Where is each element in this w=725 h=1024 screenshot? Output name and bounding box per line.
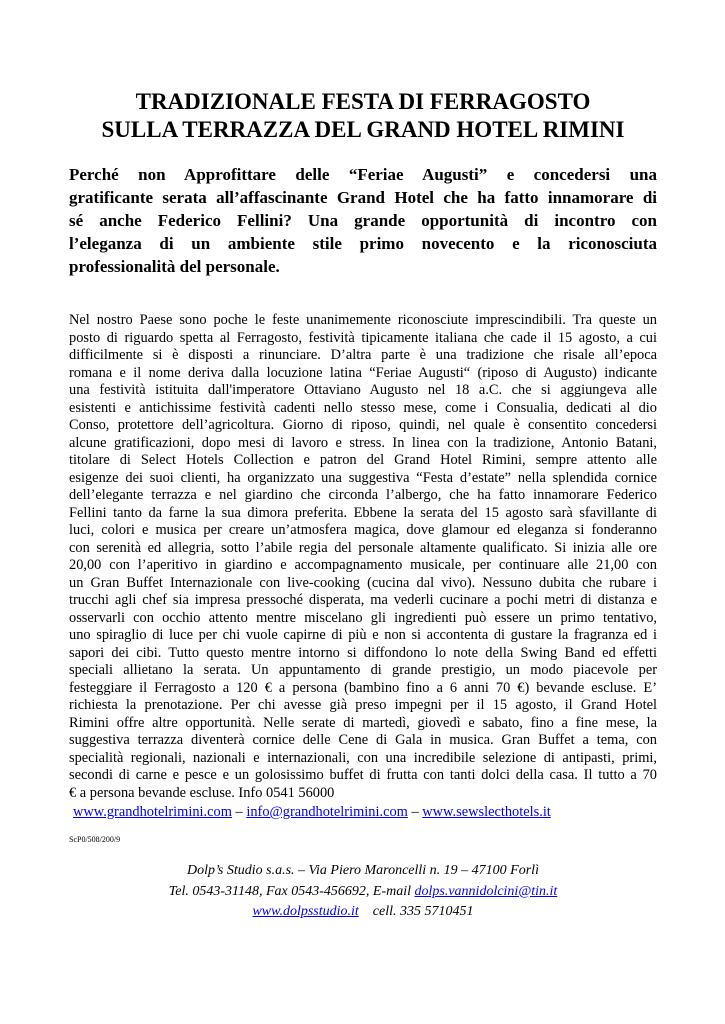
link-grandhotelrimini[interactable]: www.grandhotelrimini.com [73, 804, 232, 820]
body-line: luci, colori e musica per creare un’atmosfera magica, dove glamour ed eleganza si fonderanno [69, 522, 657, 538]
footer-web [69, 902, 657, 923]
links-line [69, 803, 657, 821]
body-line: difficilmente si è disposti a rinunciare. D’altra parte è una tradizione che risale all’epoca [69, 347, 657, 363]
body-text [69, 312, 657, 802]
body-line: una festività istituita dall'imperatore Ottaviano Augusto nel 18 a.C. che si aggiungeva alle [69, 382, 657, 398]
body-line: uno spiraglio di luce per chi vuole capirne di più e non si accontenta di gustare la fragranza ed i [69, 627, 657, 643]
title-line: SULLA TERRAZZA DEL GRAND HOTEL RIMINI [101, 117, 625, 142]
body-line: speciali allietano la serata. Un appuntamento di grande prestigio, un modo piacevole per [69, 662, 657, 678]
title-line: TRADIZIONALE FESTA DI FERRAGOSTO [135, 89, 591, 114]
body-line: osservarli con occhio attento mentre miscelano gli ingredienti può essere un primo tentativo, [69, 609, 657, 626]
body-line: esigenze dei suoi clienti, ha organizzato una suggestiva “Festa d’estate” nella splendida cornice [69, 469, 657, 486]
body-line: Nel nostro Paese sono poche le feste unanimemente riconosciute imprescindibili. Tra queste un [69, 312, 657, 328]
document-title [39, 88, 687, 144]
footer-phone: Tel. 0543-31148, Fax 0543-456692, E-mail [168, 883, 415, 899]
subtitle-line: professionalità del personale. [69, 257, 280, 276]
subtitle-line: gratificante serata all’affascinante Grand Hotel che ha fatto innamorare di [69, 188, 657, 207]
body-line: secondi di carne e pesce e un golosissimo buffet di frutta con tanti dolci della casa. Il tutto a 70 [69, 767, 657, 783]
body-line: alcune gratificazioni, dopo mesi di lavoro e stress. In linea con la tradizione, Antonio Batani, [69, 434, 657, 451]
body-line: sapori dei cibi. Tutto questo mentre intorno si diffondono lo note della Swing Band ed effetti [69, 644, 657, 661]
body-line: Rimini offre altre opportunità. Nelle serate di martedì, giovedì e sabato, fino a fine mese, la [69, 714, 657, 731]
separator: – [407, 804, 423, 820]
body-line: Conso, protettore dell’agricoltura. Giorno di riposo, quindi, nel quale è consentito concedersi [69, 417, 657, 433]
footer-email-link[interactable]: dolps.vannidolcini@tin.it [414, 883, 558, 899]
separator: – [231, 804, 247, 820]
subtitle-line: l’eleganza di un ambiente stile primo novecento e la riconosciuta [69, 234, 657, 253]
body-line: posto di riguardo spetta al Ferragosto, festività tipicamente italiana che cade il 15 agosto, a cui [69, 329, 657, 346]
body-line: dell’elegante terrazza e nel giardino che circonda l’albergo, che ha fatto innamorare Federico [69, 487, 657, 503]
link-email[interactable]: info@grandhotelrimini.com [246, 804, 408, 820]
subtitle [69, 163, 657, 278]
body-line: con serenità ed allegria, sotto l’abile regia del personale altamente qualificato. Si inizia alle ore [69, 539, 657, 556]
footer-website-link[interactable]: www.dolpsstudio.it [252, 904, 359, 919]
body-line: romana e il nome deriva dalla locuzione latina “Feriae Augusti“ (riposo di Augusto) indicante [69, 364, 657, 381]
footer [69, 861, 657, 923]
footer-address: Dolp’s Studio s.a.s. – Via Piero Maroncelli n. 19 – 47100 Forlì [187, 863, 539, 878]
footer-contacts [69, 882, 657, 903]
body-line: specialità regionali, nazionali e internazionali, con una incredibile selezione di antipasti, primi, [69, 749, 657, 766]
footer-cell: cell. 335 5710451 [372, 904, 474, 919]
body-line: esistenti e antichissime festività cadenti nello stesso mese, come i Consualia, dedicati al dio [69, 399, 657, 416]
subtitle-line: Perché non Approfittare delle “Feriae Augusti” e concedersi una [69, 165, 657, 184]
link-sewslecthotels[interactable]: www.sewslecthotels.it [422, 804, 551, 820]
body-line: un Gran Buffet Internazionale con live-cooking (cucina dal vivo). Nessuno dubita che rubare i [69, 574, 657, 591]
body-line: festeggiare il Ferragosto a 120 € a persona (bambino fino a 6 anni 70 €) bevande escluse. E’ [69, 679, 657, 696]
body-line: titolare di Select Hotels Collection e patron del Grand Hotel Rimini, sempre attento alle [69, 452, 657, 468]
body-line: Fellini tanto da farne la sua dimora preferita. Ebbene la serata del 15 agosto sarà sfavillante di [69, 504, 657, 521]
body-line: richiesta la prenotazione. Per chi avesse già preso impegni per il 15 agosto, il Grand Hotel [69, 697, 657, 713]
body-line: 20,00 con l’aperitivo in giardino e accompagnamento musicale, per continuare alle 21,00 con [69, 557, 657, 573]
reference-code: ScP0/508/200/9 [69, 835, 121, 844]
body-line: trucchi agli chef sia impresa pressoché disperata, ma vederli cucinare a pochi metri di distanza e [69, 592, 657, 608]
body-line: suggestiva terrazza diventerà cornice delle Cene di Gala in musica. Gran Buffet a tema, con [69, 732, 657, 748]
body-line: € a persona bevande escluse. Info 0541 56000 [69, 784, 335, 801]
subtitle-line: sé anche Federico Fellini? Una grande opportunità di incontro con [69, 211, 657, 230]
